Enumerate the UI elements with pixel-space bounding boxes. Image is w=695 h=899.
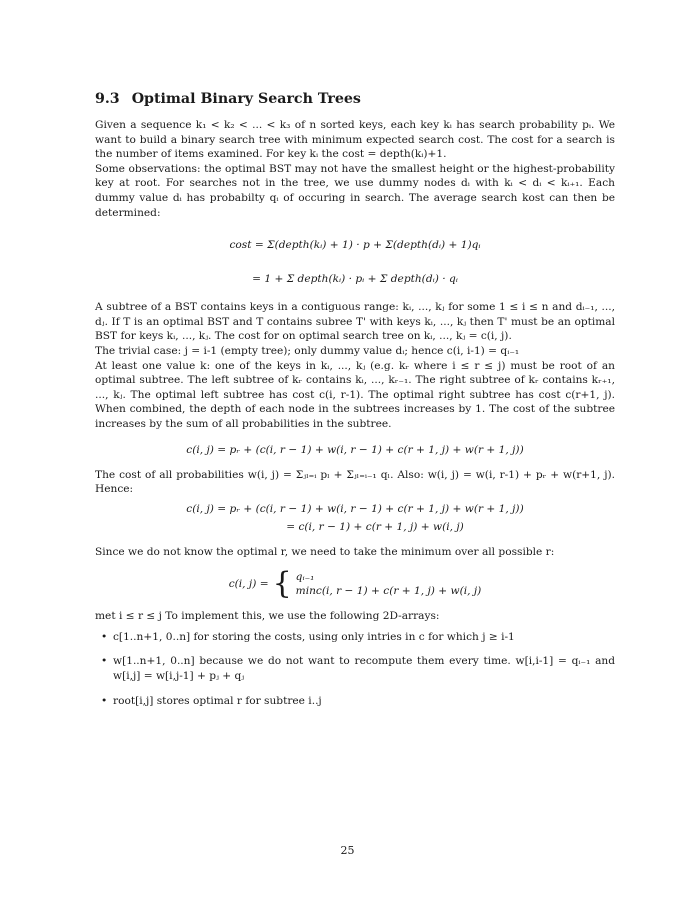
brace-glyph: {	[272, 566, 292, 602]
equation-cost-line2: = 1 + Σ depth(kᵢ) · pᵢ + Σ depth(dᵢ) · qᵢ	[252, 272, 458, 285]
section-number: 9.3	[95, 91, 120, 107]
page-content	[95, 90, 615, 718]
paragraph-probabilities: The cost of all probabilities w(i, j) = Σⱼₗ₌ᵢ pₗ + Σⱼₗ₌ᵢ₋₁ qₗ. Also: w(i, j) = w(i, r-1) + pᵣ + w(r+1, j). Hence:	[95, 468, 615, 496]
equation-simplified	[95, 501, 615, 537]
equation-cases	[95, 566, 615, 602]
equation-cost	[95, 228, 615, 296]
list-item-text: c[1..n+1, 0..n] for storing the costs, using only intries in c for which j ≥ i-1	[113, 630, 515, 643]
bullet-icon: •	[101, 630, 108, 643]
equation-simplified-line2: = c(i, r − 1) + c(r + 1, j) + w(i, j)	[286, 521, 464, 534]
section-title: Optimal Binary Search Trees	[131, 91, 361, 107]
list-item-text: w[1..n+1, 0..n] because we do not want to recompute them every time. w[i,i-1] = qᵢ₋₁ and w[i,j] = w[i,j-1] + pⱼ + qⱼ	[113, 655, 615, 683]
equation-recurrence-line: c(i, j) = pᵣ + (c(i, r − 1) + w(i, r − 1) + c(r + 1, j) + w(r + 1, j))	[186, 444, 524, 457]
paragraph-implementation: met i ≤ r ≤ j To implement this, we use the following 2D-arrays:	[95, 610, 440, 623]
paragraph-intro: Given a sequence k₁ < k₂ < ... < k₃ of n sorted keys, each key kᵢ has search probability pᵢ. We want to build a binary search tree with minimum expected search cost. The cost for a search is the number of items examined. For key kᵢ the cost = depth(kᵢ)+1.	[95, 119, 615, 161]
equation-cost-line1: cost = Σ(depth(kᵢ) + 1) · p + Σ(depth(dᵢ) + 1)qᵢ	[229, 238, 481, 251]
equation-case-2: minc(i, r − 1) + c(r + 1, j) + w(i, j)	[295, 585, 482, 598]
paragraph-minimum: Since we do not know the optimal r, we need to take the minimum over all possible r:	[95, 545, 555, 558]
equation-simplified-line1: c(i, j) = pᵣ + (c(i, r − 1) + w(i, r − 1) + c(r + 1, j) + w(r + 1, j))	[186, 503, 524, 516]
bullet-icon: •	[101, 694, 108, 707]
paragraph-trivial-case: The trivial case: j = i-1 (empty tree); only dummy value dᵢ; hence c(i, i-1) = qᵢ₋₁	[95, 344, 520, 357]
equation-case-1: qᵢ₋₁	[295, 571, 315, 584]
equation-cases-lhs: c(i, j) =	[228, 577, 269, 590]
bullet-list	[95, 630, 615, 708]
paragraph-root-choice: At least one value k: one of the keys in kᵢ, ..., kⱼ (e.g. kᵣ where i ≤ r ≤ j) must be root of an optimal subtree. The left subtree of kᵣ contains kᵢ, ..., kᵣ₋₁. The right subtree of kᵣ contains kᵣ₊₁, ..., kⱼ. The optimal left subtree has cost c(i, r-1). The optimal right subtree has cost c(r+1, j). When combined, the depth of each node in the subtrees increases by 1. The cost of the subtree increases by the sum of all probabilities in the subtree.	[95, 359, 615, 430]
list-item-text: root[i,j] stores optimal r for subtree i..j	[113, 694, 322, 707]
equation-cases-lines	[296, 570, 482, 598]
page-number: 25	[340, 844, 355, 857]
section-heading	[95, 90, 615, 108]
equation-recurrence	[95, 442, 615, 460]
paragraph-observations: Some observations: the optimal BST may not have the smallest height or the highest-probability key at root. For searches not in the tree, we use dummy nodes dᵢ with kᵢ < dᵢ < kᵢ₊₁. Each dummy value dᵢ has probabilty qᵢ of occuring in search. The average search kost can then be determined:	[95, 162, 615, 219]
list-item	[101, 630, 615, 645]
paragraph-subtree: A subtree of a BST contains keys in a contiguous range: kᵢ, ..., kⱼ for some 1 ≤ i ≤ n and dᵢ₋₁, ..., dⱼ. If T is an optimal BST and T contains subree T' with keys kᵢ, ..., kⱼ then T' must be an optimal BST for keys kᵢ, ..., kⱼ. The cost for on optimal search tree on kᵢ, ..., kⱼ = c(i, j).	[95, 301, 615, 343]
list-item	[101, 694, 615, 709]
bullet-icon: •	[101, 655, 108, 668]
list-item	[101, 654, 615, 683]
